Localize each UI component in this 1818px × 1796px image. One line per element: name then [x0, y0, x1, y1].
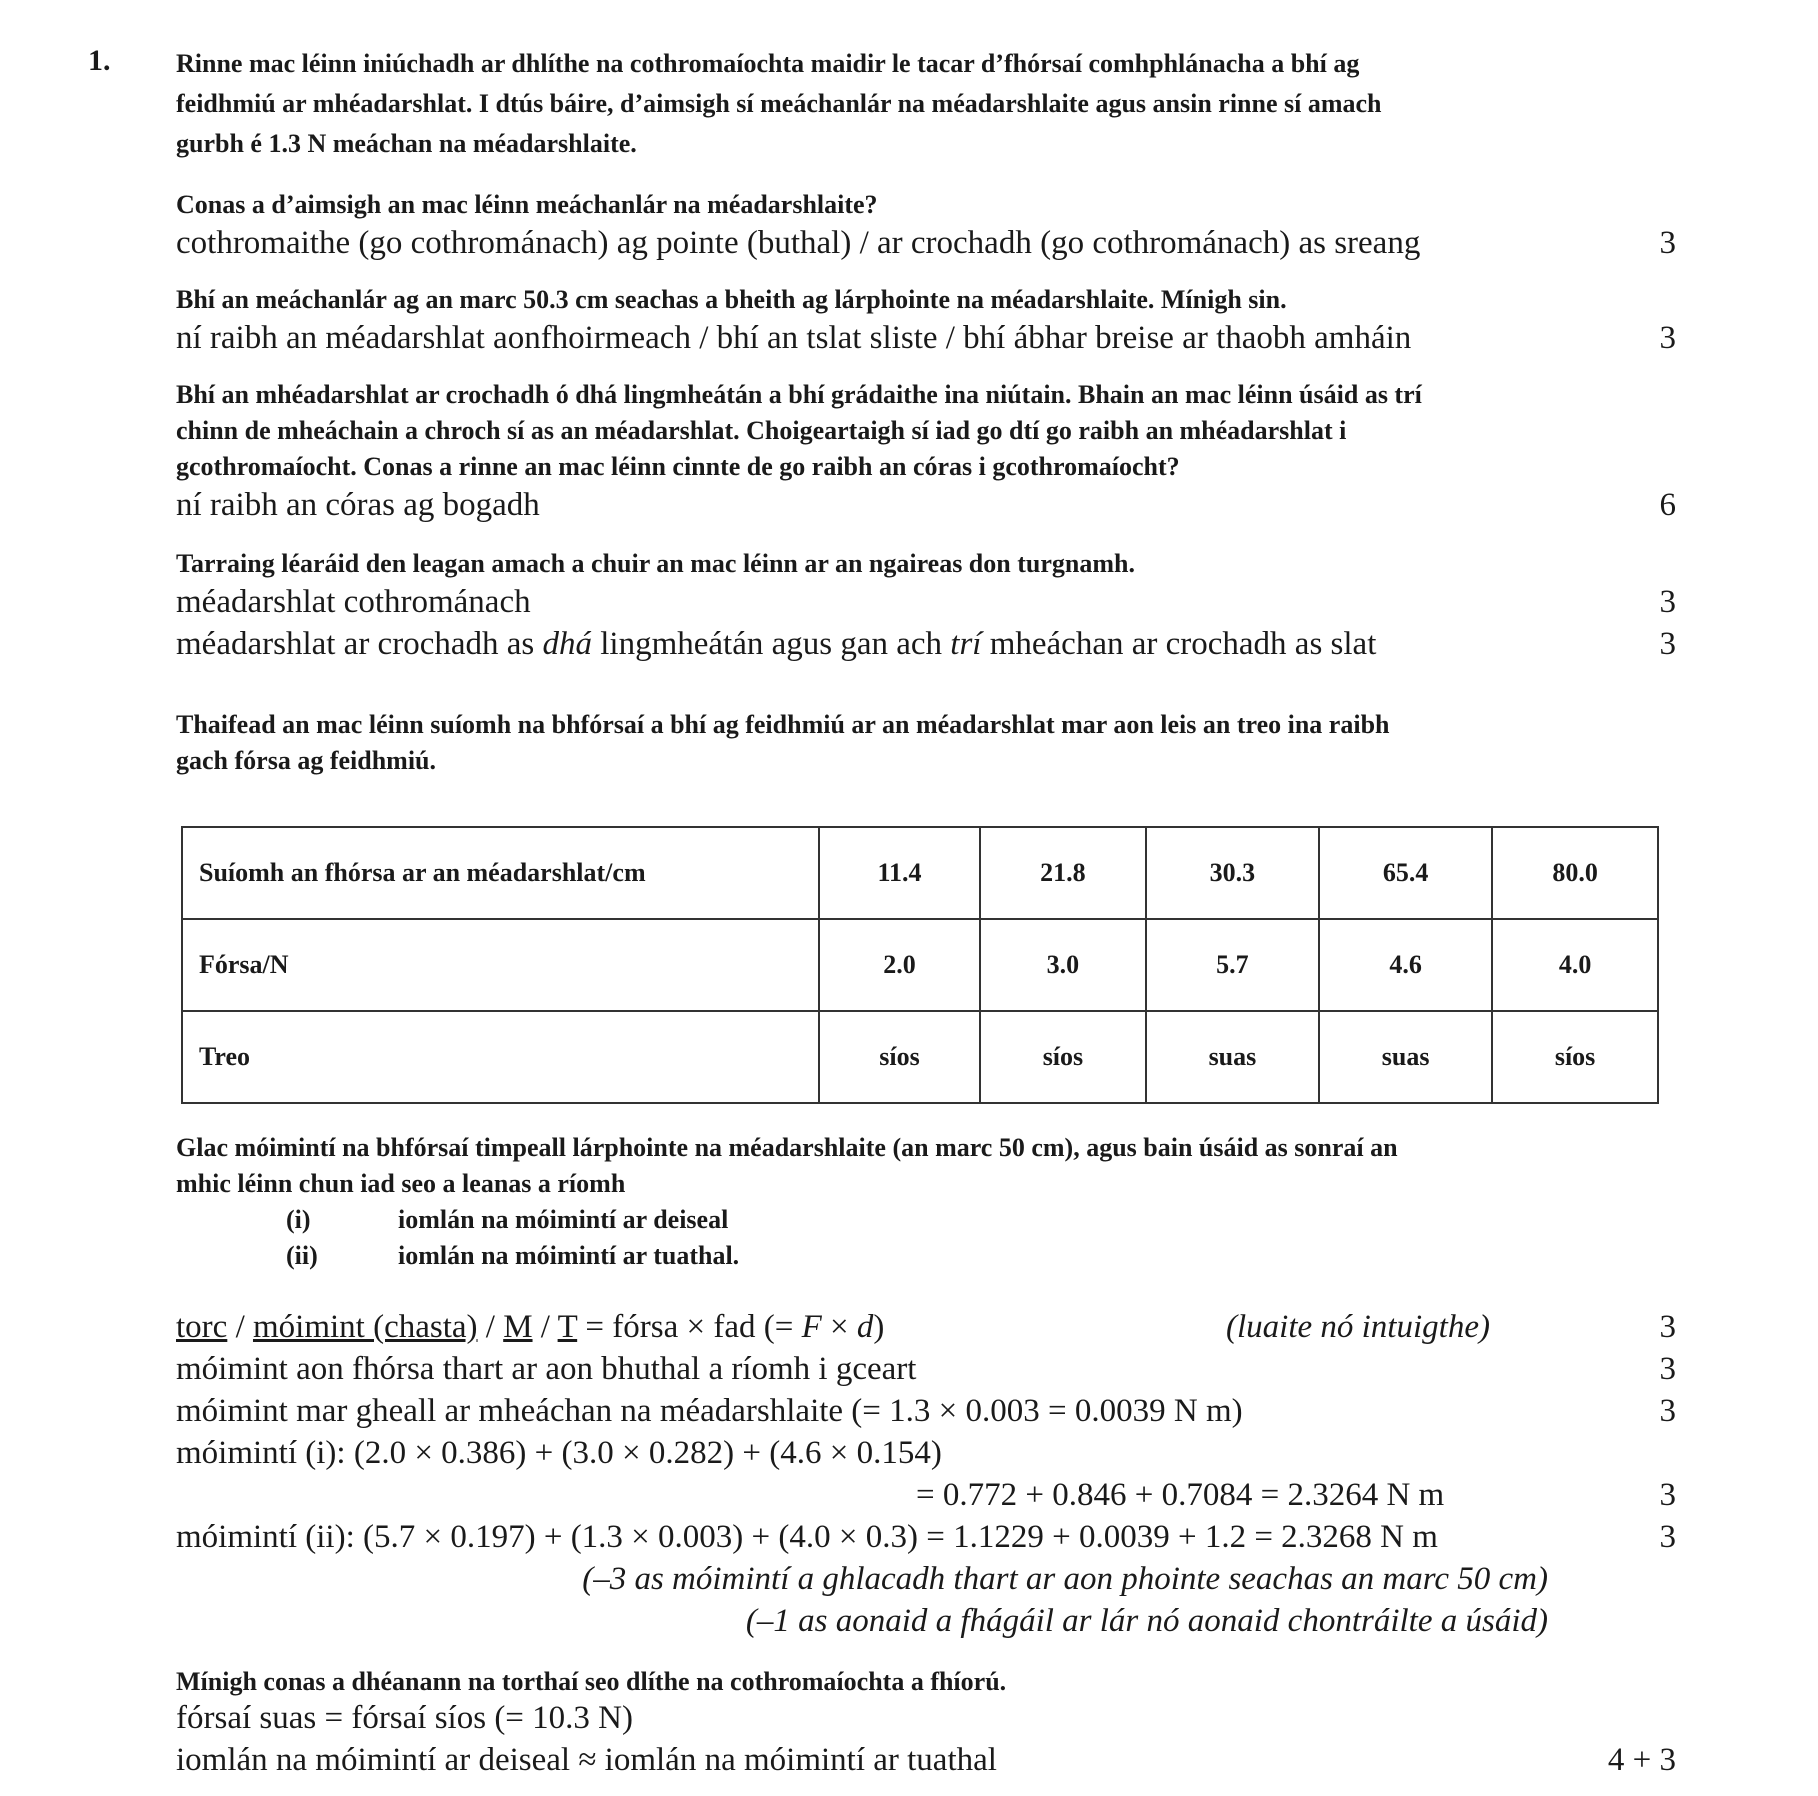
- part-e-line3: móimint mar gheall ar mheáchan na méadarshlaite (= 1.3 × 0.003 = 0.0039 N m): [176, 1393, 1243, 1429]
- separator: /: [227, 1309, 253, 1345]
- table-cell: 2.0: [819, 919, 980, 1011]
- part-a-answer-row: [176, 222, 1676, 264]
- text-segment: ×: [821, 1309, 857, 1345]
- part-f-answer2: iomlán na móimintí ar deiseal ≈ iomlán na móimintí ar tuathal: [176, 1742, 997, 1778]
- list-item: [286, 1238, 1676, 1274]
- table-row: [182, 1011, 1658, 1103]
- part-c-answer: ní raibh an córas ag bogadh: [176, 487, 540, 523]
- emphasis: trí: [950, 626, 982, 662]
- table-cell: suas: [1146, 1011, 1319, 1103]
- part-e-line2-row: [176, 1348, 1676, 1390]
- note-text: (luaite nó intuigthe): [1226, 1309, 1490, 1345]
- emphasis: dhá: [542, 626, 592, 662]
- table-row: [182, 827, 1658, 919]
- part-d-question: Tarraing léaráid den leagan amach a chuir an mac léinn ar an ngaireas don turgnamh.: [176, 549, 1135, 578]
- part-e-note1: [176, 1558, 1548, 1600]
- part-e-mark3: 3: [1659, 1393, 1676, 1429]
- list-item: [286, 1202, 1676, 1238]
- part-e-mark2: 3: [1659, 1351, 1676, 1387]
- part-b-answer: ní raibh an méadarshlat aonfhoirmeach / bhí an tslat sliste / bhí ábhar breise ar thaobh amháin: [176, 320, 1412, 356]
- part-c-question-line: Bhí an mhéadarshlat ar crochadh ó dhá lingmheátán a bhí grádaithe ina niútain. Bhain an mac léinn úsáid as trí: [176, 380, 1422, 409]
- intro-line: gurbh é 1.3 N meáchan na méadarshlaite.: [176, 129, 637, 158]
- part-e-note2: [176, 1600, 1548, 1642]
- note-text: (–3 as móimintí a ghlacadh thart ar aon phointe seachas an marc 50 cm): [582, 1561, 1548, 1597]
- part-b-question: Bhí an meáchanlár ag an marc 50.3 cm seachas a bheith ag lárphointe na méadarshlaite. Mínigh sin.: [176, 285, 1287, 314]
- text-segment: ): [873, 1309, 885, 1345]
- part-d-mark1: 3: [1659, 584, 1676, 620]
- text-segment: = fórsa × fad (=: [577, 1309, 802, 1345]
- table-intro-line: Thaifead an mac léinn suíomh na bhfórsaí a bhí ag feidhmiú ar an méadarshlat mar aon leis an treo ina raibh: [176, 710, 1390, 739]
- note-text: (–1 as aonaid a fhágáil ar lár nó aonaid chontráilte a úsáid): [745, 1603, 1548, 1639]
- text-segment: mheáchan ar crochadh as slat: [981, 626, 1377, 662]
- part-e-line5: = 0.772 + 0.846 + 0.7084 = 2.3264 N m: [916, 1477, 1445, 1513]
- data-table: [181, 826, 1659, 1104]
- part-f-answer2-row: [176, 1739, 1676, 1781]
- table-cell: 21.8: [980, 827, 1146, 919]
- table-intro-line: gach fórsa ag feidhmiú.: [176, 746, 436, 775]
- table-row-label: Suíomh an fhórsa ar an méadarshlat/cm: [182, 827, 819, 919]
- intro-line: feidhmiú ar mhéadarshlat. I dtús báire, d’aimsigh sí meáchanlár na méadarshlaite agus ansin rinne sí amach: [176, 89, 1382, 118]
- table-cell: 4.6: [1319, 919, 1492, 1011]
- part-e-mark1: 3: [1659, 1309, 1676, 1345]
- part-e-mark6: 3: [1659, 1519, 1676, 1555]
- part-e-line6: móimintí (ii): (5.7 × 0.197) + (1.3 × 0.003) + (4.0 × 0.3) = 1.1229 + 0.0039 + 1.2 = 2.3268 N m: [176, 1519, 1438, 1555]
- part-c-question-line: gcothromaíocht. Conas a rinne an mac léinn cinnte de go raibh an córas i gcothromaíocht?: [176, 452, 1180, 481]
- table-row-label: Treo: [182, 1011, 819, 1103]
- table-cell: suas: [1319, 1011, 1492, 1103]
- table-cell: síos: [980, 1011, 1146, 1103]
- part-e-line3-row: [176, 1390, 1676, 1432]
- part-a-mark: 3: [1659, 225, 1676, 261]
- part-f-question: Mínigh conas a dhéanann na torthaí seo dlíthe na cothromaíochta a fhíorú.: [176, 1667, 1007, 1696]
- part-e-mark1-wrap: [176, 1306, 1676, 1348]
- part-e-question: [176, 1130, 1676, 1274]
- table-cell: 11.4: [819, 827, 980, 919]
- part-c-question: [176, 377, 1676, 485]
- term-moimint: móimint (chasta): [252, 1309, 478, 1345]
- part-e-item-list: [286, 1202, 1676, 1274]
- text-segment: lingmheátán agus gan ach: [591, 626, 951, 662]
- part-b-mark: 3: [1659, 320, 1676, 356]
- table-cell: 30.3: [1146, 827, 1319, 919]
- separator: /: [532, 1309, 558, 1345]
- list-item-text: iomlán na móimintí ar tuathal.: [398, 1241, 740, 1270]
- question-number: 1.: [88, 44, 111, 77]
- symbol-d: d: [856, 1309, 874, 1345]
- part-e-question-line: mhic léinn chun iad seo a leanas a ríomh: [176, 1169, 626, 1198]
- term-m: M: [503, 1309, 533, 1345]
- table-cell: 65.4: [1319, 827, 1492, 919]
- table-cell: 5.7: [1146, 919, 1319, 1011]
- term-t: T: [557, 1309, 578, 1345]
- list-item-text: iomlán na móimintí ar deiseal: [398, 1205, 729, 1234]
- part-e-line6-row: [176, 1516, 1676, 1558]
- part-e-mark5-wrap: [176, 1474, 1676, 1516]
- table-cell: 3.0: [980, 919, 1146, 1011]
- part-d-mark2: 3: [1659, 626, 1676, 662]
- part-c-question-line: chinn de mheáchain a chroch sí as an méadarshlat. Choigeartaigh sí iad go dtí go raibh an mhéadarshlat i: [176, 416, 1347, 445]
- table-row-label: Fórsa/N: [182, 919, 819, 1011]
- part-a-question: Conas a d’aimsigh an mac léinn meáchanlár na méadarshlaite?: [176, 190, 878, 219]
- symbol-f: F: [801, 1309, 822, 1345]
- part-d-answer2: [176, 623, 1376, 665]
- part-c-mark: 6: [1659, 487, 1676, 523]
- list-item-label: (ii): [286, 1241, 318, 1270]
- part-f-mark: 4 + 3: [1607, 1742, 1676, 1778]
- part-c-answer-row: [176, 484, 1676, 526]
- text-segment: méadarshlat ar crochadh as: [176, 626, 543, 662]
- table-cell: 4.0: [1492, 919, 1658, 1011]
- term-torc: torc: [176, 1309, 228, 1345]
- intro-text: [176, 46, 1676, 162]
- part-a-answer: cothromaithe (go cothrománach) ag pointe (buthal) / ar crochadh (go cothrománach) as sreang: [176, 225, 1421, 261]
- list-item-label: (i): [286, 1205, 311, 1234]
- separator: /: [477, 1309, 504, 1345]
- table-intro: [176, 707, 1676, 779]
- table-cell: síos: [1492, 1011, 1658, 1103]
- table-row: [182, 919, 1658, 1011]
- part-b-answer-row: [176, 317, 1676, 359]
- intro-line: Rinne mac léinn iniúchadh ar dhlíthe na cothromaíochta maidir le tacar d’fhórsaí comhphlánacha a bhí ag: [176, 49, 1360, 78]
- table-cell: 80.0: [1492, 827, 1658, 919]
- part-e-mark5: 3: [1659, 1477, 1676, 1513]
- part-d-answer2-row: [176, 623, 1676, 665]
- part-f-answer1: fórsaí suas = fórsaí síos (= 10.3 N): [176, 1700, 633, 1736]
- table-cell: síos: [819, 1011, 980, 1103]
- part-d-answer1-row: [176, 581, 1676, 623]
- part-e-question-line: Glac móimintí na bhfórsaí timpeall lárphointe na méadarshlaite (an marc 50 cm), agus bain úsáid as sonraí an: [176, 1133, 1398, 1162]
- part-e-line4: móimintí (i): (2.0 × 0.386) + (3.0 × 0.282) + (4.6 × 0.154): [176, 1435, 942, 1471]
- part-e-line2: móimint aon fhórsa thart ar aon bhuthal a ríomh i gceart: [176, 1351, 917, 1387]
- part-d-answer1: méadarshlat cothrománach: [176, 584, 531, 620]
